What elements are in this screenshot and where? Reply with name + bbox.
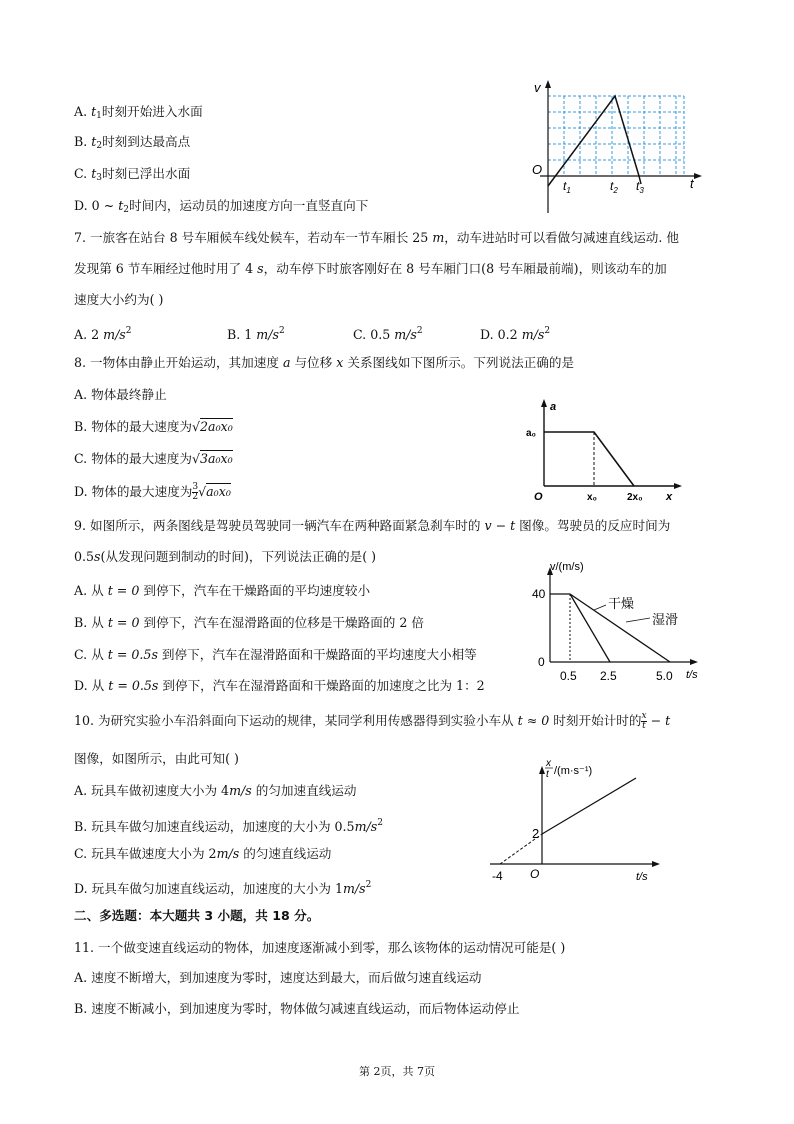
q10-axis-t: t/s: [636, 871, 648, 883]
q8-option-a[interactable]: A. 物体最终静止: [74, 387, 167, 402]
q9-option-d[interactable]: D. 从 t = 0.5s 到停下，汽车在湿滑路面和干燥路面的加速度之比为 1：2: [74, 678, 485, 693]
q9-stem-line2: 0.5s(从发现问题到制动的时间)，下列说法正确的是( ): [74, 549, 377, 564]
q9-axis-t: t/s: [686, 669, 698, 681]
q9-option-a[interactable]: A. 从 t = 0 到停下，汽车在干燥路面的平均速度较小: [74, 583, 371, 598]
q6-t2: $t_2$: [610, 179, 618, 195]
q6-vt-graph: [520, 78, 710, 218]
q6-origin: O: [532, 162, 543, 177]
q8-ax-graph: [524, 396, 694, 506]
q6-axis-t: t: [690, 176, 694, 191]
q10-y-num: x: [546, 758, 551, 769]
q11-option-b[interactable]: B. 速度不断减小，到加速度为零时，物体做匀减速直线运动，而后物体运动停止: [74, 1001, 520, 1016]
q10-option-d[interactable]: D. 玩具车做匀加速直线运动，加速度的大小为 $1m/s^2$: [74, 880, 372, 896]
q10-option-a[interactable]: A. 玩具车做初速度大小为 4m/s 的匀加速直线运动: [74, 783, 357, 798]
q9-axis-v: v/(m/s): [550, 561, 584, 573]
q8-option-d[interactable]: D. 物体的最大速度为 $\frac{3}{2}$ √a₀x₀: [74, 482, 231, 502]
q6-option-a[interactable]: A. $t_1$时刻开始进入水面: [74, 104, 203, 121]
q6-t1: $t_1$: [563, 179, 571, 195]
q10-y2: 2: [532, 826, 540, 841]
q6-option-b[interactable]: B. $t_2$时刻到达最高点: [74, 134, 191, 151]
q10-option-c[interactable]: C. 玩具车做速度大小为 2m/s 的匀速直线运动: [74, 846, 332, 861]
q10-y-den: t: [546, 769, 549, 780]
q8-a0-label: a₀: [526, 428, 537, 439]
q8-x0-label: x₀: [587, 492, 598, 503]
q10-stem-line1: 10. 为研究实验小车沿斜面向下运动的规律，某同学利用传感器得到实验小车从 t ≈ 0 时刻开始计时的 $\frac{x}{t}$ − t: [74, 711, 671, 731]
q7-option-c[interactable]: C. 0.5 $m/s^2$: [353, 326, 423, 342]
q7-option-a[interactable]: A. 2 $m/s^2$: [74, 326, 132, 342]
section-2-title: 二、多选题：本大题共 3 小题，共 18 分。: [74, 908, 320, 923]
q8-stem: 8. 一物体由静止开始运动，其加速度 a 与位移 x 关系图线如下图所示。下列说法正确的是: [74, 355, 575, 370]
q9-y0: 0: [538, 655, 545, 669]
q9-option-c[interactable]: C. 从 t = 0.5s 到停下，汽车在湿滑路面和干燥路面的平均速度大小相等: [74, 647, 477, 662]
q10-xm4: -4: [492, 869, 503, 883]
q8-axis-a: a: [550, 401, 557, 413]
q9-option-b[interactable]: B. 从 t = 0 到停下，汽车在湿滑路面的位移是干燥路面的 2 倍: [74, 615, 424, 630]
q9-x05: 0.5: [560, 669, 577, 683]
q8-2x0-label: 2x₀: [627, 492, 643, 503]
q11-stem: 11. 一个做变速直线运动的物体，加速度逐渐减小到零，那么该物体的运动情况可能是( ): [74, 940, 566, 955]
q9-y40: 40: [532, 587, 546, 601]
q10-stem-line2: 图像，如图所示，由此可知( ): [74, 751, 239, 766]
q10-origin: O: [530, 867, 540, 881]
q7-stem-line3: 速度大小约为( ): [74, 292, 164, 307]
q9-stem-line1: 9. 如图所示，两条图线是驾驶员驾驶同一辆汽车在两种路面紧急刹车时的 v − t 图像。驾驶员的反应时间为: [74, 518, 671, 533]
q6-option-d[interactable]: D. 0 ~ $t_2$时间内，运动员的加速度方向一直竖直向下: [74, 198, 369, 215]
q6-t3: $t_3$: [636, 179, 644, 195]
q6-option-c[interactable]: C. $t_3$时刻已浮出水面: [74, 166, 191, 183]
q10-option-b[interactable]: B. 玩具车做匀加速直线运动，加速度的大小为 $0.5m/s^2$: [74, 818, 383, 834]
q9-dry-label: 干燥: [608, 596, 635, 611]
q11-option-a[interactable]: A. 速度不断增大，到加速度为零时，速度达到最大，而后做匀速直线运动: [74, 970, 482, 985]
q10-axis-unit: /(m·s⁻¹): [554, 765, 593, 777]
q6-axis-v: v: [534, 80, 541, 95]
q8-option-c[interactable]: C. 物体的最大速度为√3a₀x₀: [74, 451, 233, 466]
q7-stem-line2: 发现第 6 节车厢经过他时用了 4 s，动车停下时旅客刚好在 8 号车厢门口(8 号车厢最前端)，则该动车的加: [74, 261, 667, 276]
q8-option-b[interactable]: B. 物体的最大速度为√2a₀x₀: [74, 419, 233, 434]
q9-wet-label: 湿滑: [652, 612, 679, 627]
q7-option-d[interactable]: D. 0.2 $m/s^2$: [480, 326, 551, 342]
q9-vt-graph: [524, 560, 714, 690]
q7-stem-line1: 7. 一旅客在站台 8 号车厢候车线处候车，若动车一节车厢长 25 m，动车进站时可以看做匀减速直线运动. 他: [74, 230, 679, 245]
q9-x25: 2.5: [600, 669, 617, 683]
q7-option-b[interactable]: B. 1 $m/s^2$: [227, 326, 285, 342]
q9-x50: 5.0: [656, 669, 673, 683]
page-footer: 第 2页，共 7页: [359, 1065, 435, 1078]
q8-origin: O: [534, 491, 543, 503]
q8-axis-x: x: [666, 491, 673, 503]
q10-xt-graph: [486, 752, 676, 887]
